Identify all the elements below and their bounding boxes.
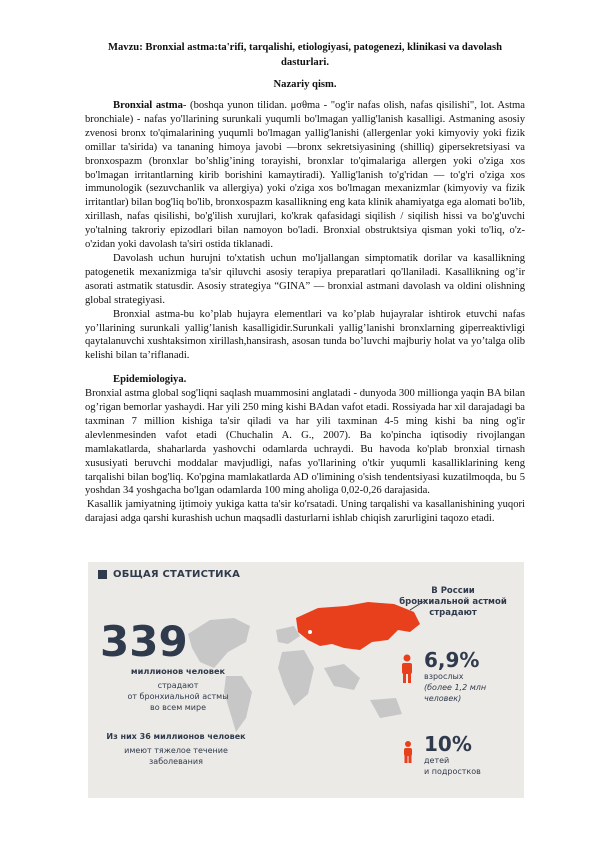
header-square-icon: [98, 570, 107, 579]
kids-label: детей и подростков: [424, 756, 481, 776]
paragraph-treatment: Davolash uchun hurujni to'xtatish uchun mo'ljallangan simptomatik dorilar va kasallikning patogenetik mexanizmiga ta'sir qiluvchi asosiy terapiya preparatlari qo'llaniladi. Kasallikning og’ir asorati astmatik statusdir. Asosiy strategiya “GINA” — bronxial astmani davolash va oldini olishning global strategiyasi.: [85, 252, 525, 306]
russia-label: В России бронхиальной астмой страдают: [399, 586, 507, 618]
millions-label: миллионов человек: [130, 666, 226, 676]
term-bronchial-asthma: Bronxial astma: [113, 100, 183, 111]
paragraph-pathology: Bronxial astma-bu ko’plab hujayra elementlari va ko’plab hujayralar ishtirok etuvchi nafas yo’llarining surunkali yallig’lanish kasalligidir.Surunkali yallig’lanishi bronxlarning giperreaktivligi qaytalanuvchi xushtaksimon xirillash,hansirash, asosan tunda bo’luvchi majburiy holat va yo’talga olib kelishi bilan ta’riflanadi.: [85, 308, 525, 362]
section-heading-theory: Nazariy qism.: [273, 79, 337, 90]
infographic-title: ОБЩАЯ СТАТИСТИКА: [113, 569, 241, 580]
section-heading-epidemiology: Epidemiologiya.: [113, 374, 187, 386]
kids-percent: 10%: [424, 732, 472, 756]
world-map: [148, 572, 438, 742]
severe-text: имеют тяжелое течение заболевания: [124, 746, 228, 766]
adults-label: взрослых: [424, 672, 464, 681]
person-icon: [400, 654, 414, 684]
page-title: Mavzu: Bronxial astma:ta'rifi, tarqalishi, etiologiyasi, patogenezi, klinikasi va davolash dasturlari.: [108, 42, 502, 68]
suffer-text: страдают от бронхиальной астмы во всем мире: [127, 681, 229, 712]
adults-percent: 6,9%: [424, 648, 480, 672]
document-body: [85, 40, 525, 526]
adults-note: (более 1,2 млн человек): [424, 683, 487, 703]
statistics-infographic: [88, 562, 524, 798]
definition-text: - (boshqa yunon tilidan. μσθma - "og'ir nafas olish, nafas qisilishi", lot. Astma bronchiale) - nafas yo'llarining surunkali yuqumli bo'lmagan yallig'lanish kasalligi. Astmaning asosiy zvenosi bronx to'qimalarining yuqumli bo'lmagan yallig'lanishi (allergenlar yoki kimyoviy yoki fizik omillar ta'sirida) va tananing himoya javobi —bronx sekretsiyasining (shilliq) gipersekretsiyasi va bronxospazm (bronxlar bo’shlig’ining torayishi, bronxlar to'qimalariga allergen yoki o'ziga xos bo'lmagan irritantlarning kirib borishini kamaytiradi). Yallig'lanish to'g'ridan — to'g'ri o'ziga xos immunologik (sezuvchanlik va allergiya) yoki o'ziga xos bo'lmagan mexanizmlar (kimyoviy va fizik irritantlar) bilan bog'liq bo'lib, bronxospazm kasallikning eng kata klinik ahamiyatga ega alomati bo'lib, xirillash, nafas qisilishi, bo'g'ilish xurujlari, ko'krak qafasidagi siqilish / siqilish hissi va bo'g'uvchi yo'talning takroriy epizodlari bilan namoyon bo'ladi. Bronxial obstruktsiya qisman yoki to'liq, o'z-o'zidan yoki davolash ta'siri ostida tiklanadi.: [85, 100, 526, 251]
big-number: 339: [100, 617, 188, 666]
severe-title: Из них 36 миллионов человек: [106, 732, 246, 741]
paragraph-epidemiology: Bronxial astma global sog'liqni saqlash muammosini anglatadi - dunyoda 300 millionga yaqin BA bilan og’rigan bemorlar yashaydi. Har yili 250 ming kishi BAdan vafot etadi. Rossiyada har xil darajadagi ba taxminan 7 million kishiga ta'sir qiladi va har yili taxminan 4-5 ming kishi ba ning og'ir alevlenmesinden vafot etadi (Chuchalin A. G., 2007). Ba ko'pincha iqtisodiy rivojlangan mamlakatlarda, shaharlarda yashovchi odamlarda uchraydi. Bu havoda ko'plab bronxial tirnash xususiyati beruvchi moddalar mavjudligi, nafas yo'llarining o'tkir yuqumli kasalliklarining keng tarqalishi bilan bog'liq. Ko'pgina mamlakatlarda AD o'limining o'sish tendentsiyasi kuzatilmoqda, bu 5 yoshdan 34 yoshgacha bo'lgan odamlarda 100 ming aholiga 0,02-0,26 darajasida.: [85, 388, 525, 497]
paragraph-social-burden: Kasallik jamiyatning ijtimoiy yukiga katta ta'sir ko'rsatadi. Uning tarqalishi va kasallanishining yuqori darajasi adga qarshi kurashish uchun maqsadli dasturlarni ishlab chiqish zarurligini taqozo etadi.: [85, 499, 525, 525]
child-icon: [402, 740, 414, 764]
paragraph-definition: [85, 99, 525, 252]
